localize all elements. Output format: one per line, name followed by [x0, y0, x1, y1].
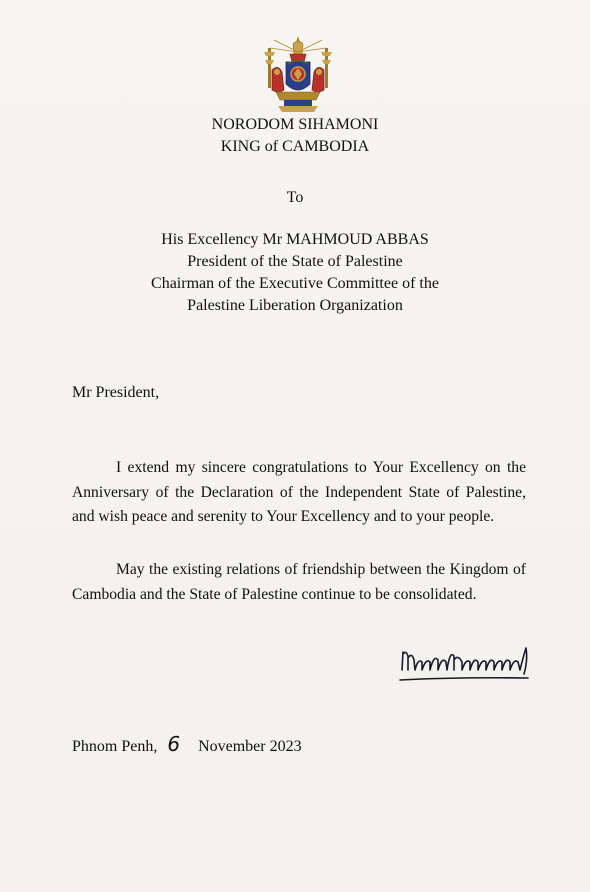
body-paragraph [72, 558, 526, 607]
body-paragraph [72, 456, 526, 530]
recipient-line-3: Chairman of the Executive Committee of the [151, 275, 439, 292]
recipient-line-2: President of the State of Palestine [187, 253, 403, 270]
handwritten-signature-icon [396, 640, 536, 688]
dateline-day: 6 [167, 732, 181, 756]
dateline-place: Phnom Penh, [72, 738, 158, 755]
body-paragraph-text: May the existing relations of friendship between the Kingdom of Cambodia and the State of Palestine continue to be consolidated. [72, 561, 526, 603]
body-paragraph-text: I extend my sincere congratulations to Your Excellency on the Anniversary of the Declaration of the Independent State of Palestine, and wish peace and serenity to Your Excellency and to your people. [72, 459, 526, 525]
sender-title: KING of CAMBODIA [220, 138, 370, 155]
royal-arms-of-cambodia-icon [260, 34, 336, 116]
to-label: To [286, 189, 304, 206]
recipient-block [0, 229, 590, 317]
salutation: Mr President, [72, 384, 160, 401]
sender-name: NORODOM SIHAMONI [211, 116, 379, 133]
dateline-month-year: November 2023 [198, 738, 302, 755]
sender-block [0, 114, 590, 158]
recipient-line-1: His Excellency Mr MAHMOUD ABBAS [161, 231, 429, 248]
dateline [72, 732, 302, 756]
recipient-line-4: Palestine Liberation Organization [187, 297, 403, 314]
